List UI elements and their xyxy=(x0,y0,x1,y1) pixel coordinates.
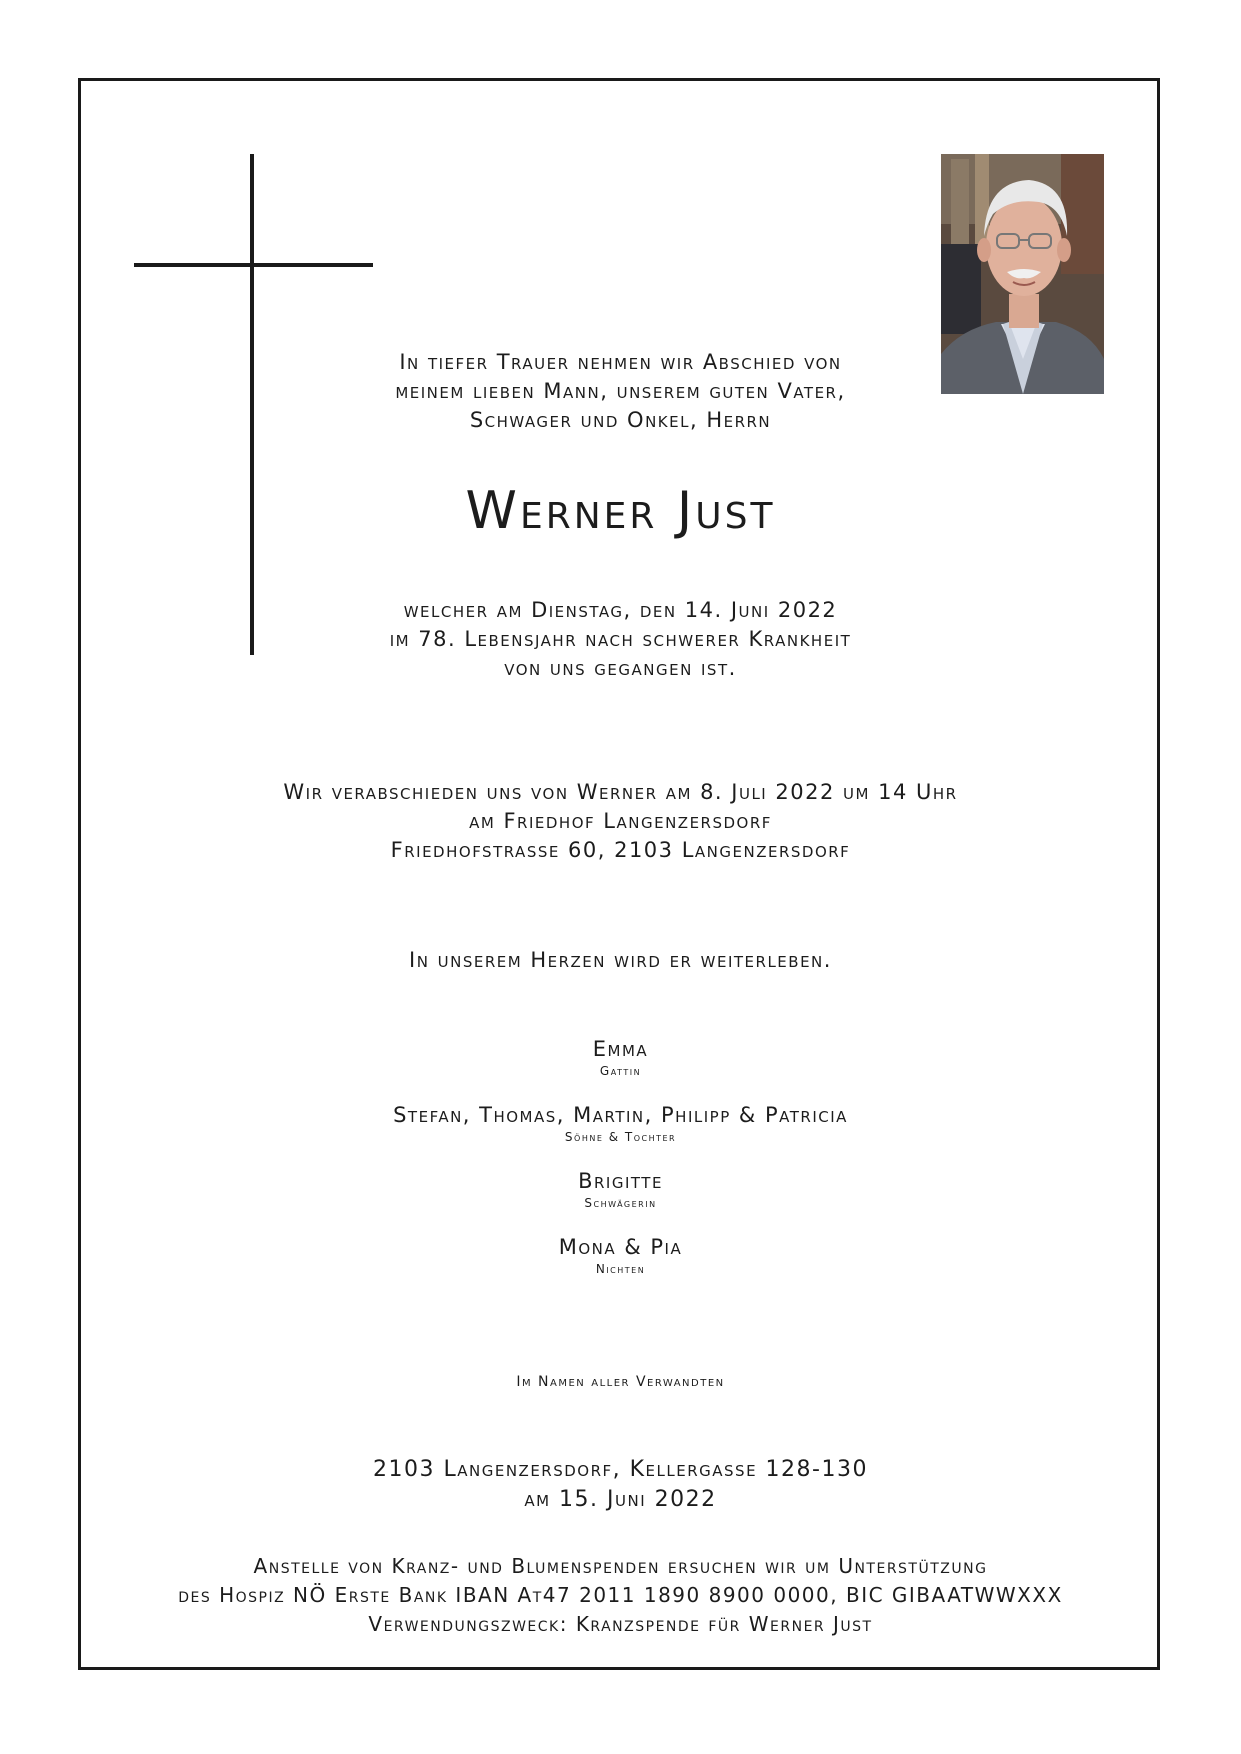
mourner-role: Söhne & Tochter xyxy=(564,1130,677,1144)
donation-line: des Hospiz NÖ Erste Bank IBAN At47 2011 1890 8900 0000, BIC GIBAATWWXXX xyxy=(178,1583,1063,1607)
mourner-entry xyxy=(0,1167,1241,1211)
farewell-details xyxy=(0,778,1241,865)
donation-line: Verwendungszweck: Kranzspende für Werner Just xyxy=(368,1612,873,1636)
death-line: im 78. Lebensjahr nach schwerer Krankheit xyxy=(389,627,852,651)
mourner-role: Schwägerin xyxy=(584,1196,657,1210)
farewell-line: Wir verabschieden uns von Werner am 8. Juli 2022 um 14 Uhr xyxy=(283,780,958,804)
mourner-entry xyxy=(0,1035,1241,1079)
farewell-line: am Friedhof Langenzersdorf xyxy=(469,809,772,833)
mourner-name: Brigitte xyxy=(578,1169,663,1193)
mourner-role: Gattin xyxy=(599,1064,642,1078)
cross-horizontal-bar xyxy=(134,263,373,267)
intro-line: In tiefer Trauer nehmen wir Abschied von xyxy=(399,350,842,374)
mourner-name: Mona & Pia xyxy=(558,1235,683,1259)
mourner-entry xyxy=(0,1233,1241,1277)
deceased-name: Werner Just xyxy=(465,481,776,541)
death-line: welcher am Dienstag, den 14. Juni 2022 xyxy=(403,598,838,622)
donation-line: Anstelle von Kranz- und Blumenspenden ersuchen wir um Unterstützung xyxy=(253,1554,988,1578)
death-details xyxy=(0,596,1241,683)
place-line: 2103 Langenzersdorf, Kellergasse 128-130 xyxy=(373,1457,868,1482)
mourner-name: Emma xyxy=(592,1037,649,1061)
date-line: am 15. Juni 2022 xyxy=(524,1487,717,1512)
mourner-name: Stefan, Thomas, Martin, Philipp & Patricia xyxy=(393,1103,848,1127)
place-and-date xyxy=(0,1455,1241,1515)
mourner-entry xyxy=(0,1101,1241,1145)
remembrance-line: In unserem Herzen wird er weiterleben. xyxy=(409,948,832,972)
farewell-line: Friedhofstrasse 60, 2103 Langenzersdorf xyxy=(390,838,851,862)
intro-line: meinem lieben Mann, unserem guten Vater, xyxy=(395,379,846,403)
relatives-note: Im Namen aller Verwandten xyxy=(516,1374,725,1390)
death-line: von uns gegangen ist. xyxy=(504,656,737,680)
mourner-role: Nichten xyxy=(595,1262,646,1276)
donation-notice xyxy=(0,1552,1241,1639)
intro-line: Schwager und Onkel, Herrn xyxy=(469,408,772,432)
intro-text xyxy=(0,348,1241,435)
mourners-list xyxy=(0,1035,1241,1299)
